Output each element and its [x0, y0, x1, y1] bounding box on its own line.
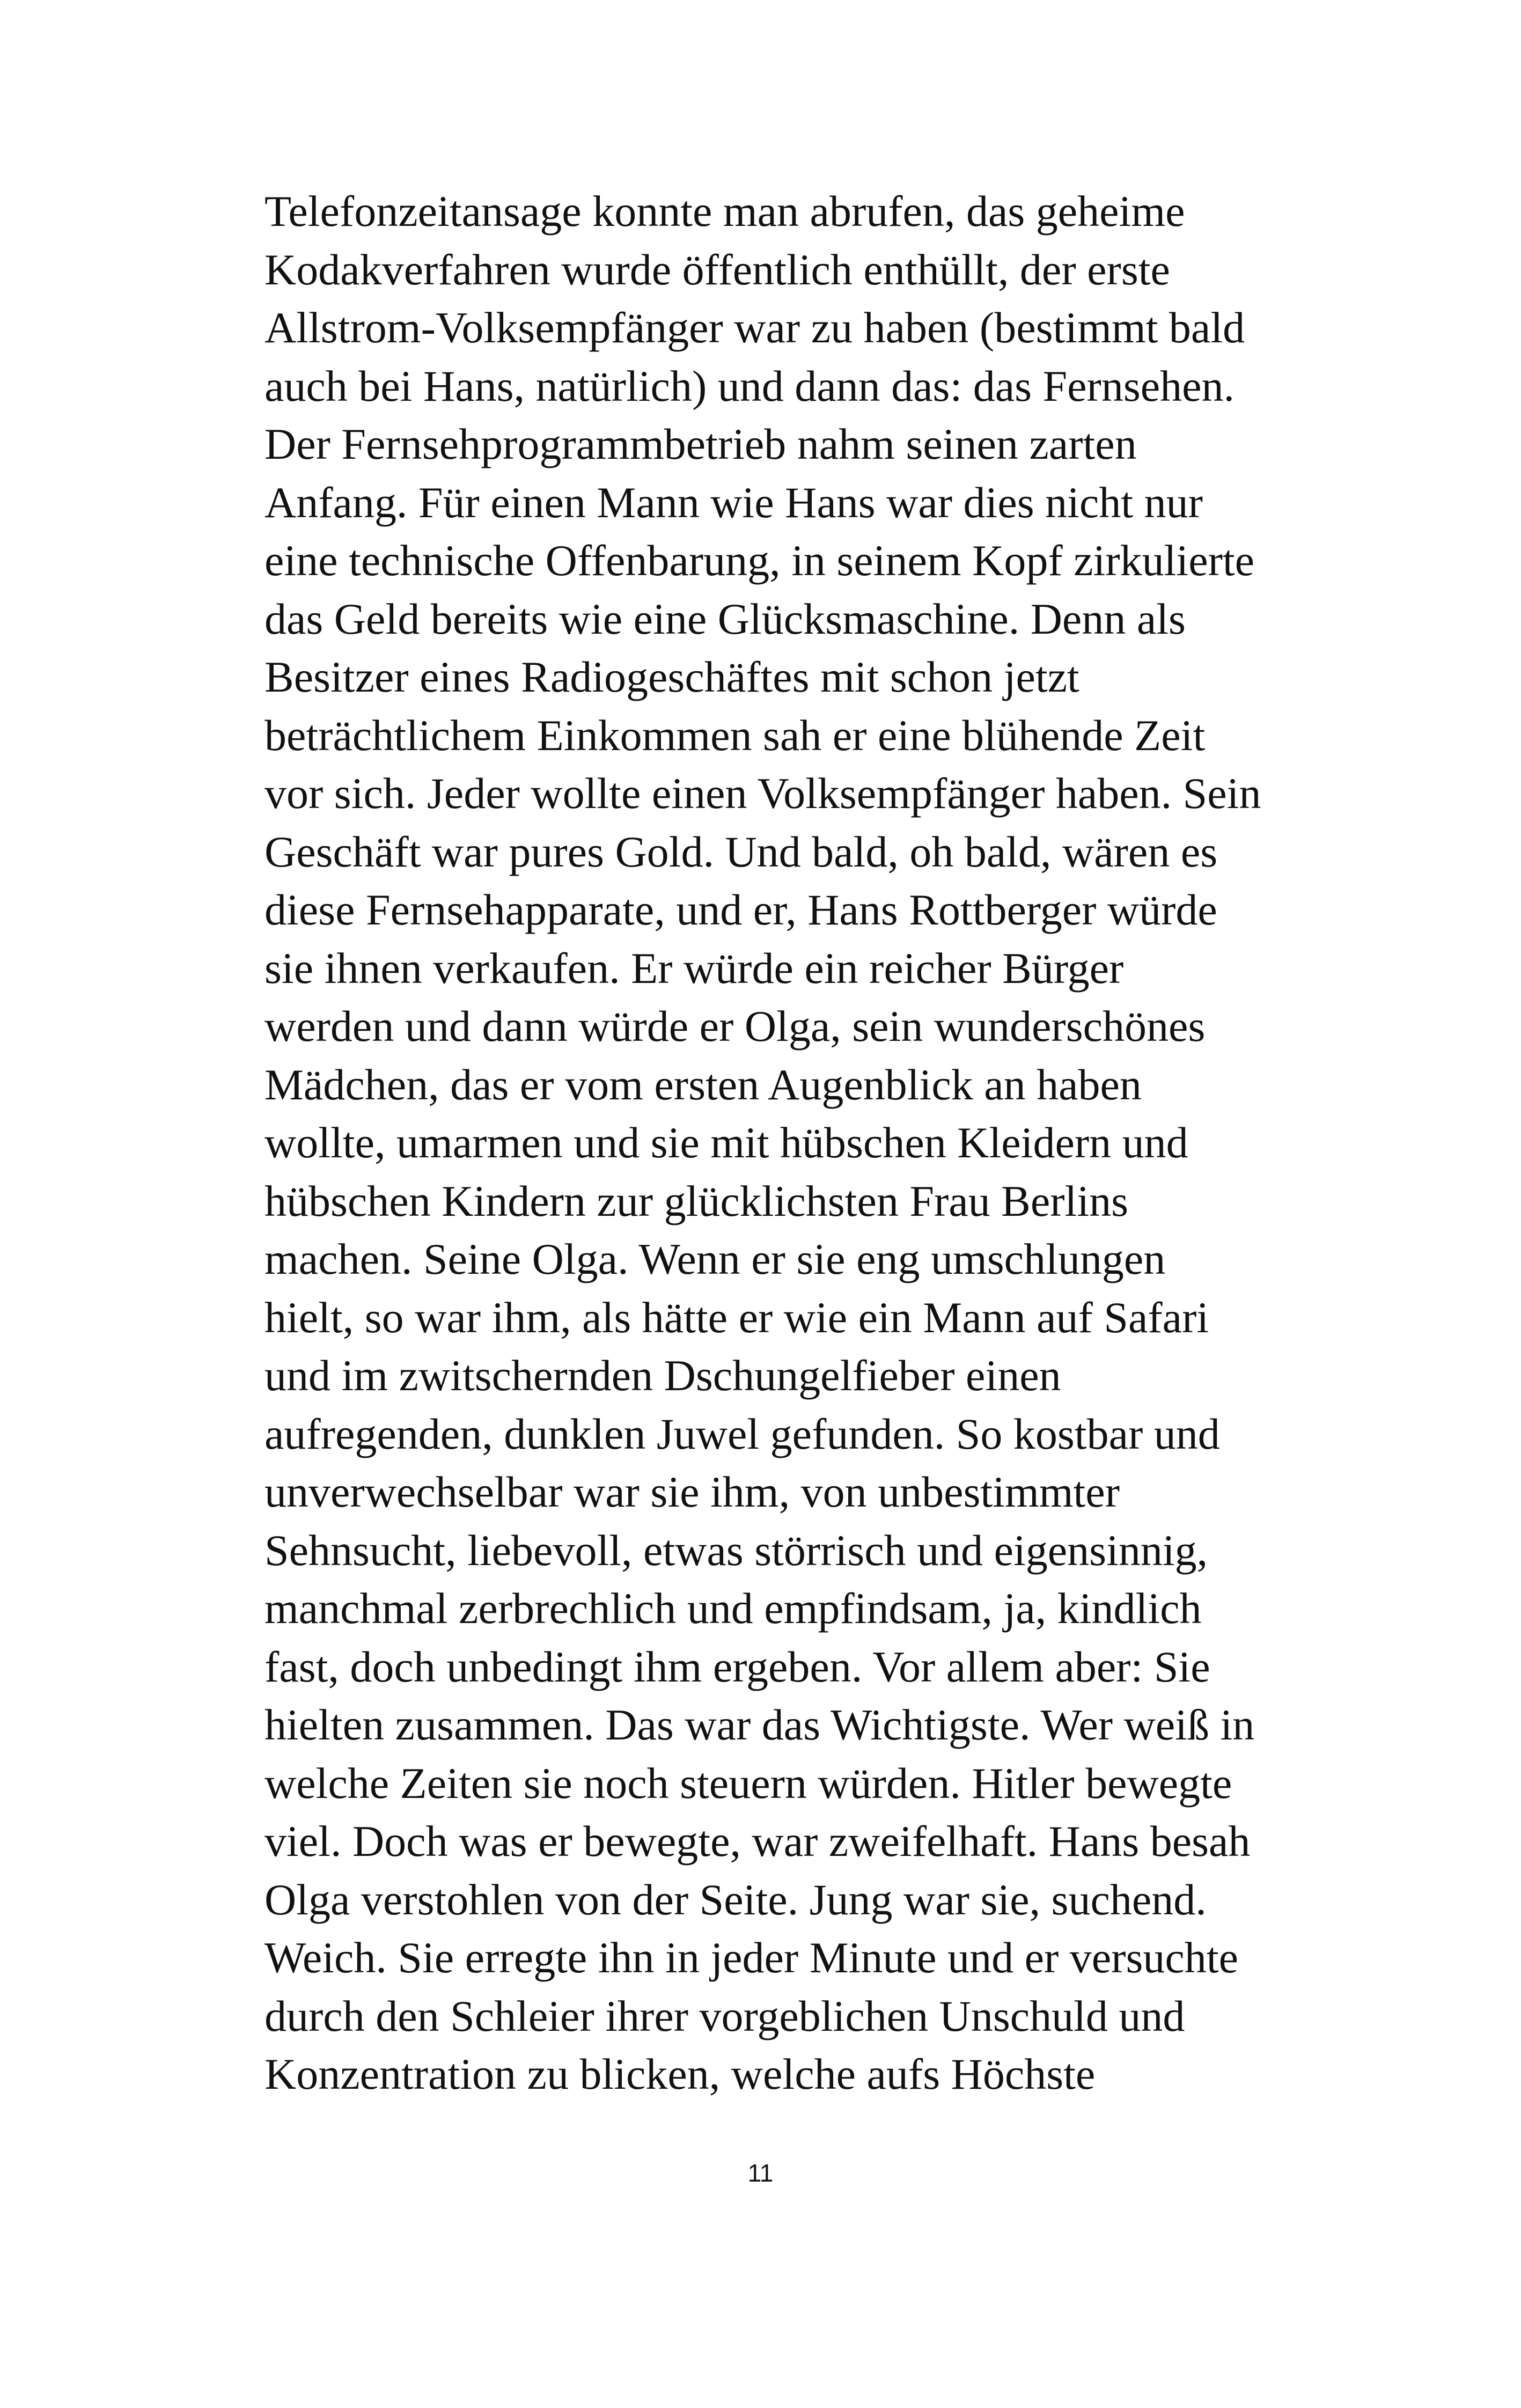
text-line: vor sich. Jeder wollte einen Volksempfänger haben. Sein — [264, 769, 1261, 818]
text-line: Telefonzeitansage konnte man abrufen, das geheime — [264, 187, 1185, 236]
text-line: Kodakverfahren wurde öffentlich enthüllt, der erste — [264, 245, 1170, 294]
text-line: Der Fernsehprogrammbetrieb nahm seinen zarten — [264, 420, 1137, 468]
text-line: Sehnsucht, liebevoll, etwas störrisch und eigensinnig, — [264, 1525, 1208, 1575]
text-line: eine technische Offenbarung, in seinem Kopf zirkulierte — [264, 536, 1255, 585]
text-line: hielt, so war ihm, als hätte er wie ein Mann auf Safari — [264, 1293, 1209, 1342]
text-line: hübschen Kindern zur glücklichsten Frau Berlins — [264, 1176, 1129, 1225]
text-line: beträchtlichem Einkommen sah er eine blühende Zeit — [264, 710, 1206, 760]
text-line: Allstrom-Volksempfänger war zu haben (bestimmt bald — [264, 303, 1245, 352]
text-line: machen. Seine Olga. Wenn er sie eng umschlungen — [264, 1235, 1166, 1283]
text-line: das Geld bereits wie eine Glücksmaschine. Denn als — [264, 594, 1186, 643]
text-line: und im zwitschernden Dschungelfieber einen — [264, 1351, 1061, 1400]
text-line: Geschäft war pures Gold. Und bald, oh bald, wären es — [264, 827, 1218, 876]
text-line: viel. Doch was er bewegte, war zweifelhaft. Hans besah — [264, 1817, 1251, 1866]
text-line: fast, doch unbedingt ihm ergeben. Vor allem aber: Sie — [264, 1642, 1210, 1691]
text-line: Anfang. Für einen Mann wie Hans war dies nicht nur — [264, 478, 1203, 527]
text-line: auch bei Hans, natürlich) und dann das: das Fernsehen. — [264, 361, 1235, 410]
text-line: Olga verstohlen von der Seite. Jung war sie, suchend. — [264, 1875, 1207, 1924]
text-line: Weich. Sie erregte ihn in jeder Minute und er versuchte — [264, 1933, 1238, 1982]
text-line: durch den Schleier ihrer vorgeblichen Unschuld und — [264, 1991, 1185, 2040]
text-line: werden und dann würde er Olga, sein wunderschönes — [264, 1002, 1206, 1051]
text-line: Konzentration zu blicken, welche aufs Höchste — [264, 2050, 1096, 2098]
text-line: manchmal zerbrechlich und empfindsam, ja, kindlich — [264, 1584, 1202, 1633]
text-line: sie ihnen verkaufen. Er würde ein reicher Bürger — [264, 943, 1124, 993]
text-line: aufregenden, dunklen Juwel gefunden. So kostbar und — [264, 1409, 1220, 1458]
body-text — [264, 182, 1268, 2104]
text-line: diese Fernsehapparate, und er, Hans Rottberger würde — [264, 885, 1217, 934]
page-number: 11 — [747, 2159, 774, 2187]
text-line: wollte, umarmen und sie mit hübschen Kleidern und — [264, 1118, 1188, 1167]
text-line: welche Zeiten sie noch steuern würden. Hitler bewegte — [264, 1758, 1232, 1808]
text-line: Besitzer eines Radiogeschäftes mit schon jetzt — [264, 652, 1079, 701]
text-line: Mädchen, das er vom ersten Augenblick an haben — [264, 1060, 1142, 1109]
text-line: hielten zusammen. Das war das Wichtigste. Wer weiß in — [264, 1700, 1255, 1749]
text-line: unverwechselbar war sie ihm, von unbestimmter — [264, 1467, 1120, 1516]
